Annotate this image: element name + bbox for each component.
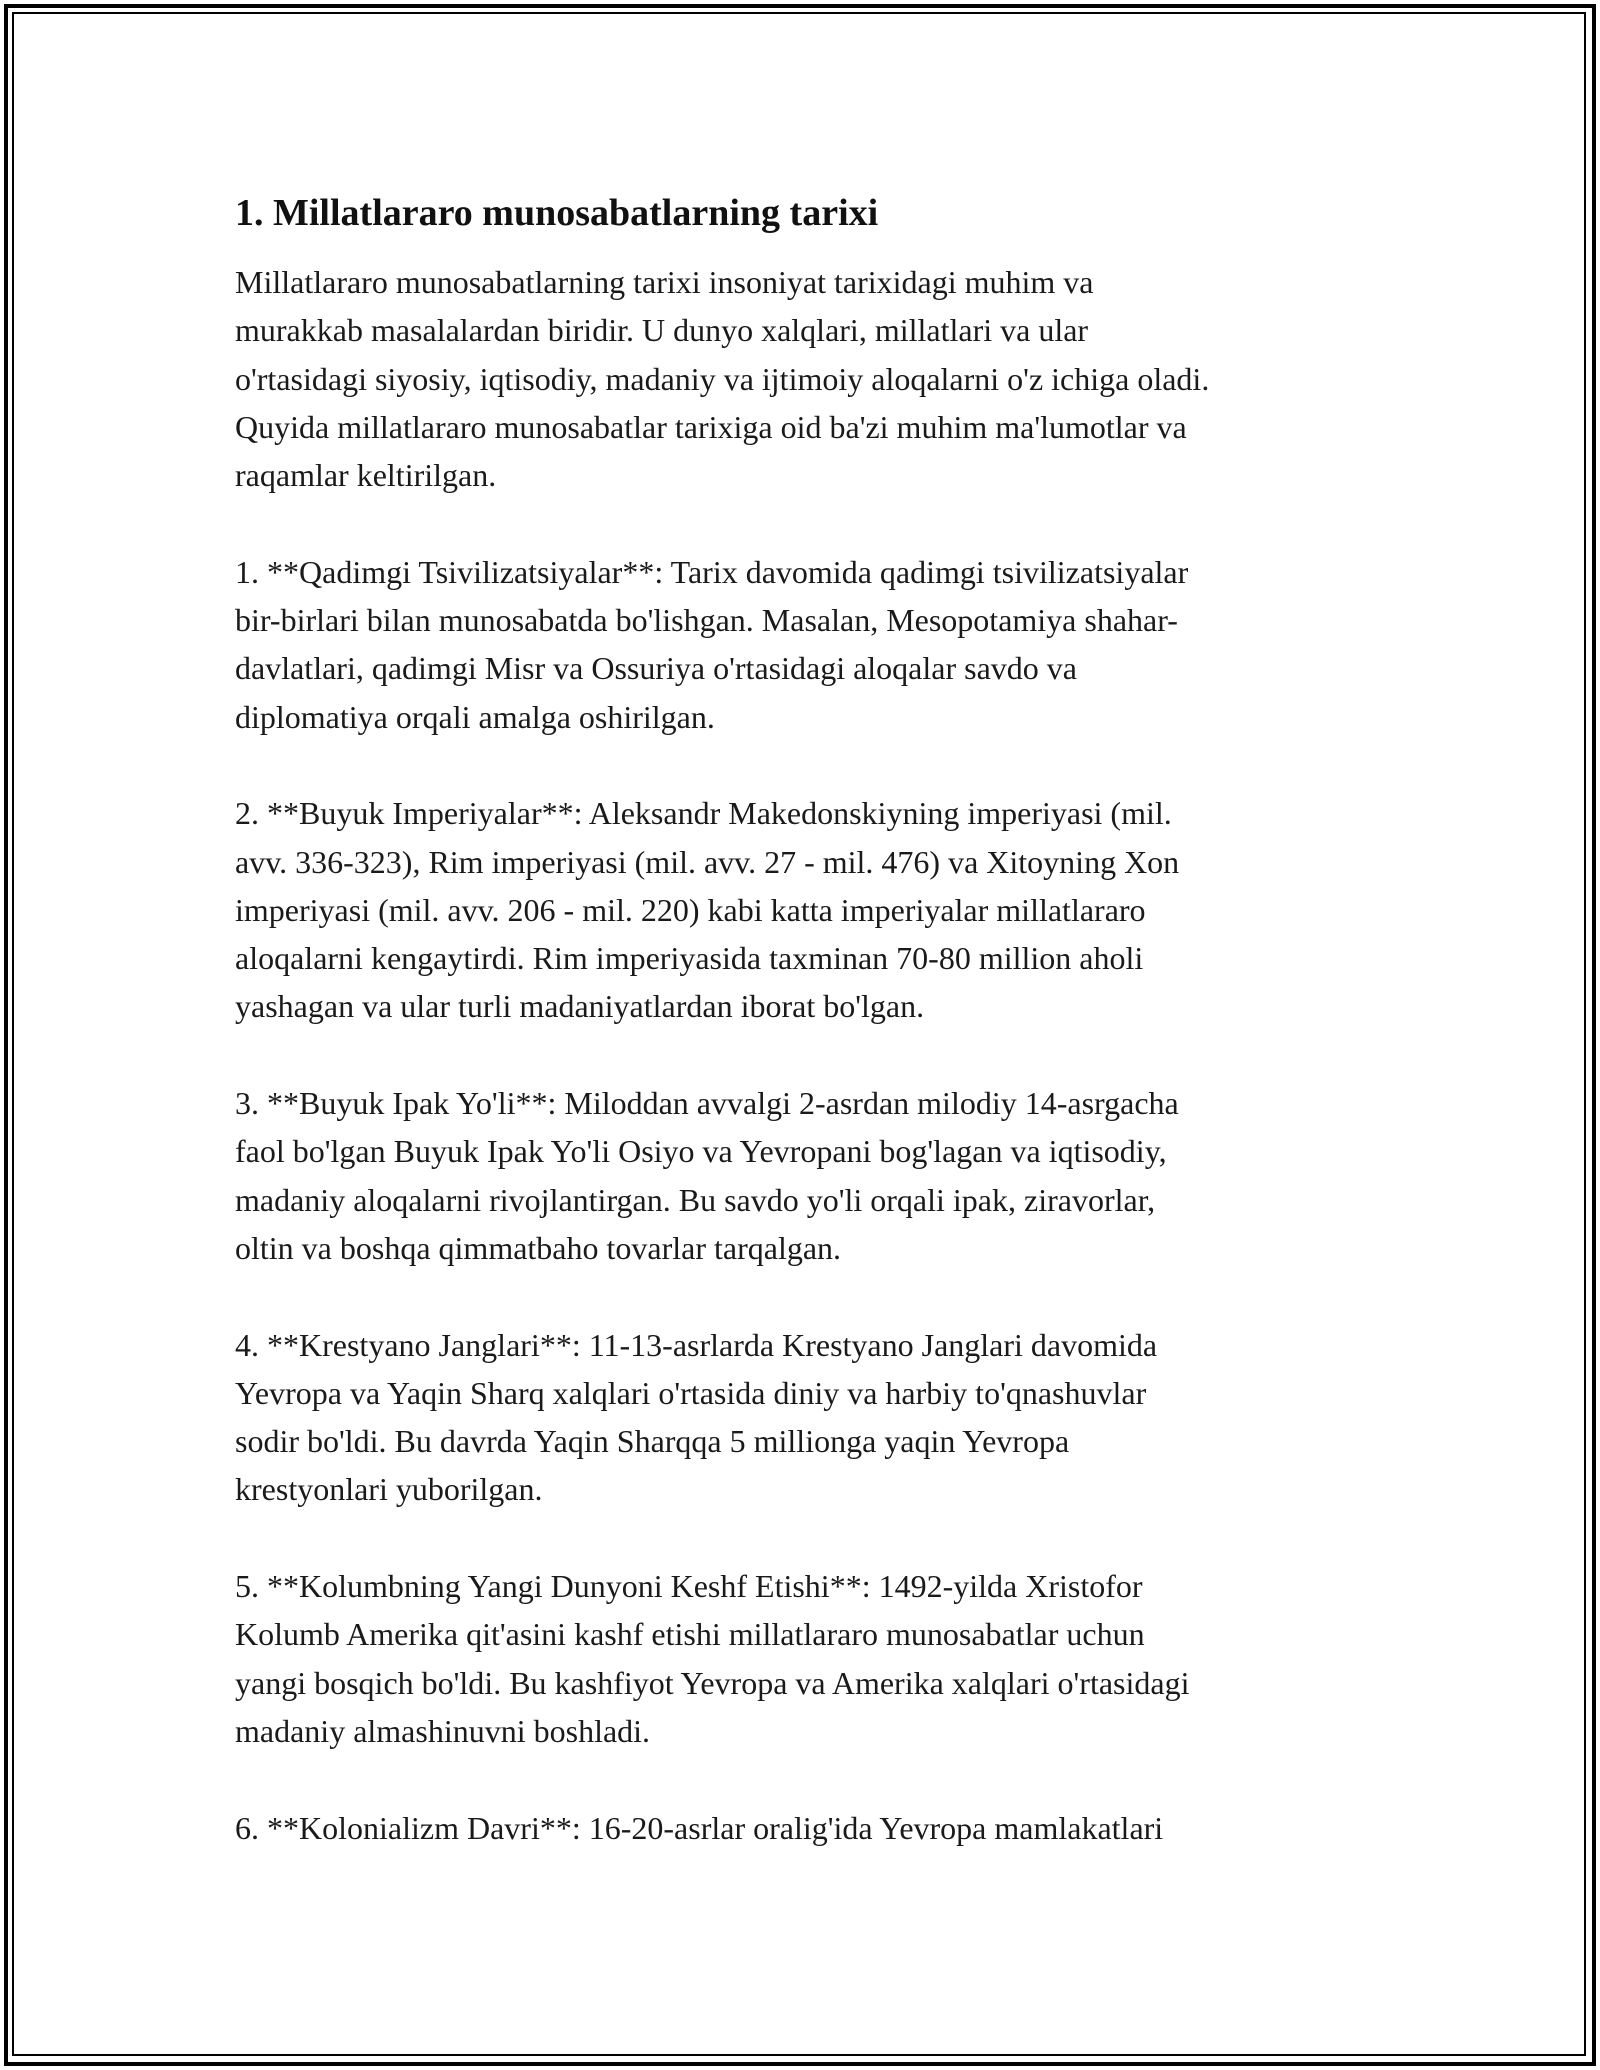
list-item-columbus: 5. **Kolumbning Yangi Dunyoni Keshf Etishi**: 1492-yilda Xristofor Kolumb Amerika qit'asini kashf etishi millatlararo munosabatlar uchun yangi bosqich bo'ldi. Bu kashfiyot Yevropa va Amerika xalqlari o'rtasidagi madaniy almashinuvni boshladi. (235, 1568, 1190, 1749)
intro-paragraph: Millatlararo munosabatlarning tarixi insoniyat tarixidagi muhim va murakkab masalalardan biridir. U dunyo xalqlari, millatlari va ular o'rtasidagi siyosiy, iqtisodiy, madaniy va ijtimoiy aloqalarni o'z ichiga oladi. Quyida millatlararo munosabatlar tarixiga oid ba'zi muhim ma'lumotlar va raqamlar keltirilgan. (235, 264, 1210, 494)
document-body (235, 188, 1375, 1900)
section-heading: 1. Millatlararo munosabatlarning tarixi (235, 192, 879, 234)
list-item-great-empires: 2. **Buyuk Imperiyalar**: Aleksandr Makedonskiyning imperiyasi (mil. avv. 336-323), Rim imperiyasi (mil. avv. 27 - mil. 476) va Xitoyning Xon imperiyasi (mil. avv. 206 - mil. 220) kabi katta imperiyalar millatlararo aloqalarni kengaytirdi. Rim imperiyasida taxminan 70-80 million aholi yashagan va ular turli madaniyatlardan iborat bo'lgan. (235, 795, 1180, 1025)
list-item-colonialism: 6. **Kolonializm Davri**: 16-20-asrlar oralig'ida Yevropa mamlakatlari (235, 1809, 1164, 1846)
list-item-ancient-civilizations: 1. **Qadimgi Tsivilizatsiyalar**: Tarix davomida qadimgi tsivilizatsiyalar bir-birlari bilan munosabatda bo'lishgan. Masalan, Mesopotamiya shahar- davlatlari, qadimgi Misr va Ossuriya o'rtasidagi aloqalar savdo va diplomatiya orqali amalga oshirilgan. (235, 553, 1189, 735)
list-item-crusades: 4. **Krestyano Janglari**: 11-13-asrlarda Krestyano Janglari davomida Yevropa va Yaqin Sharq xalqlari o'rtasida diniy va harbiy to'qnashuvlar sodir bo'ldi. Bu davrda Yaqin Sharqqa 5 millionga yaqin Yevropa krestyonlari yuborilgan. (235, 1326, 1158, 1508)
list-item-silk-road: 3. **Buyuk Ipak Yo'li**: Miloddan avvalgi 2-asrdan milodiy 14-asrgacha faol bo'lgan Buyuk Ipak Yo'li Osiyo va Yevropani bog'lagan va iqtisodiy, madaniy aloqalarni rivojlantirgan. Bu savdo yo'li orqali ipak, ziravorlar, oltin va boshqa qimmatbaho tovarlar tarqalgan. (235, 1085, 1179, 1266)
